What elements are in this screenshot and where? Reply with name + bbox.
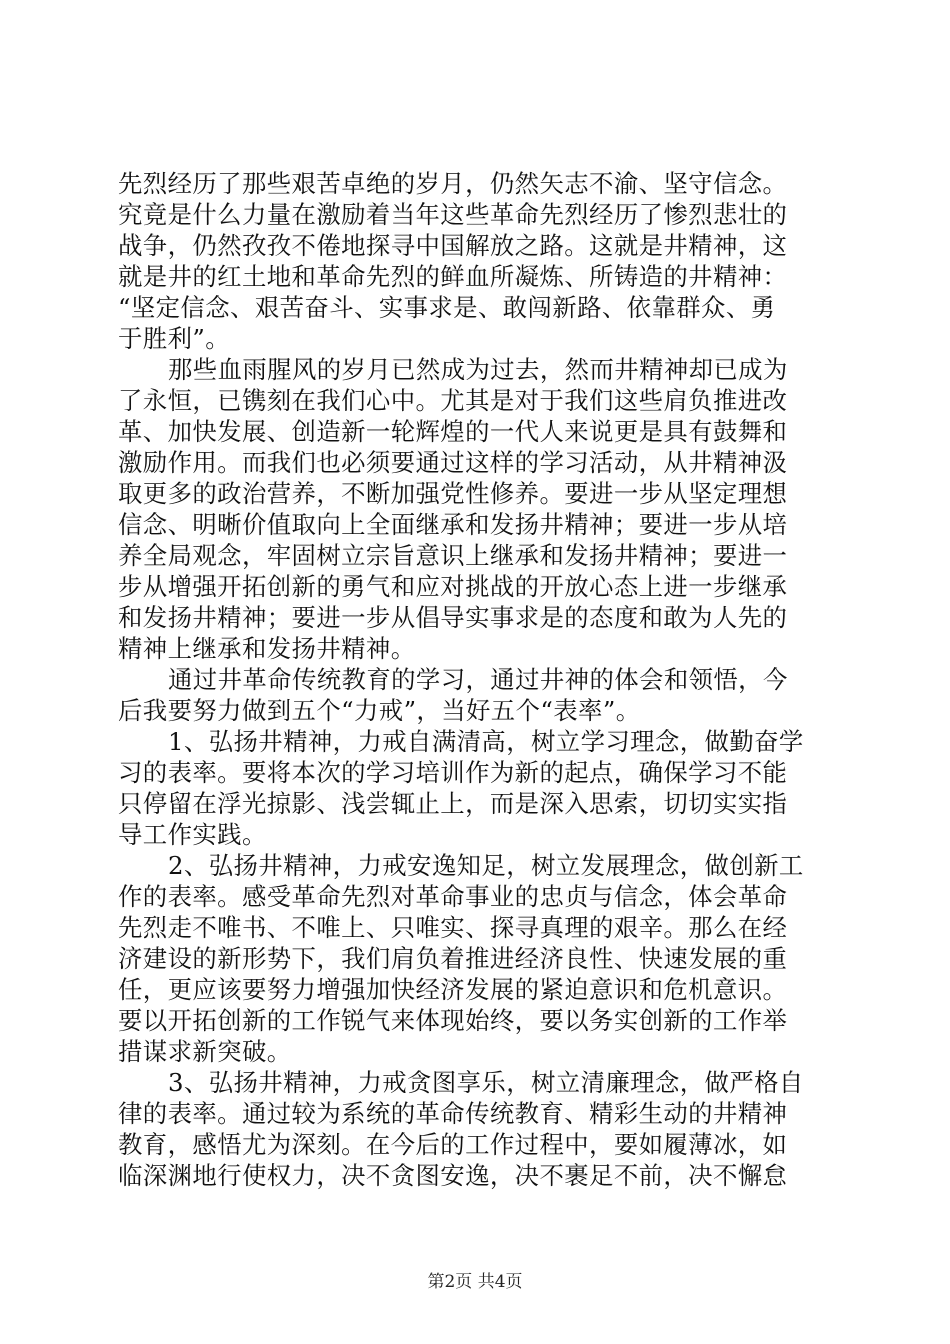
- text-line: 措谋求新突破。: [118, 1037, 292, 1066]
- text-line: 后我要努力做到五个“力戒”，当好五个“表率”。: [118, 696, 641, 725]
- text-line: 习的表率。要将本次的学习培训作为新的起点，确保学习不能: [118, 758, 788, 787]
- text-line: 和发扬井精神；要进一步从倡导实事求是的态度和敢为人先的: [118, 603, 788, 632]
- text-line: 就是井的红土地和革命先烈的鲜血所凝炼、所铸造的井精神：: [118, 262, 788, 291]
- text-line: 导工作实践。: [118, 820, 267, 849]
- text-line: 济建设的新形势下，我们肩负着推进经济良性、快速发展的重: [118, 944, 788, 973]
- text-line: 革、加快发展、创造新一轮辉煌的一代人来说更是具有鼓舞和: [118, 417, 788, 446]
- text-line: 作的表率。感受革命先烈对革命事业的忠贞与信念，体会革命: [118, 882, 788, 911]
- page-footer: 第2页 共4页: [427, 1272, 523, 1292]
- text-line: 2、弘扬井精神，力戒安逸知足，树立发展理念，做创新工: [168, 851, 804, 880]
- text-line: 临深渊地行使权力，决不贪图安逸，决不裹足不前，决不懈怠: [118, 1161, 788, 1190]
- text-line: 战争，仍然孜孜不倦地探寻中国解放之路。这就是井精神，这: [118, 231, 788, 260]
- text-line: 于胜利”。: [118, 324, 231, 353]
- document-body: [118, 168, 838, 1191]
- text-line: 律的表率。通过较为系统的革命传统教育、精彩生动的井精神: [118, 1099, 788, 1128]
- text-line: 只停留在浮光掠影、浅尝辄止上，而是深入思索，切切实实指: [118, 789, 788, 818]
- text-line: 1、弘扬井精神，力戒自满清高，树立学习理念，做勤奋学: [168, 727, 804, 756]
- text-line: 了永恒，已镌刻在我们心中。尤其是对于我们这些肩负推进改: [118, 386, 788, 415]
- text-line: 任，更应该要努力增强加快经济发展的紧迫意识和危机意识。: [118, 975, 788, 1004]
- text-line: 3、弘扬井精神，力戒贪图享乐，树立清廉理念，做严格自: [168, 1068, 804, 1097]
- text-line: 养全局观念，牢固树立宗旨意识上继承和发扬井精神；要进一: [118, 541, 788, 570]
- text-line: 通过井革命传统教育的学习，通过井神的体会和领悟，今: [168, 665, 788, 694]
- text-line: 信念、明晰价值取向上全面继承和发扬井精神；要进一步从培: [118, 510, 788, 539]
- text-line: 步从增强开拓创新的勇气和应对挑战的开放心态上进一步继承: [118, 572, 788, 601]
- text-line: 那些血雨腥风的岁月已然成为过去，然而井精神却已成为: [168, 355, 788, 384]
- text-line: 究竟是什么力量在激励着当年这些革命先烈经历了惨烈悲壮的: [118, 200, 788, 229]
- text-line: 精神上继承和发扬井精神。: [118, 634, 416, 663]
- text-line: 要以开拓创新的工作锐气来体现始终，要以务实创新的工作举: [118, 1006, 788, 1035]
- text-line: 取更多的政治营养，不断加强党性修养。要进一步从坚定理想: [118, 479, 788, 508]
- text-line: 教育，感悟尤为深刻。在今后的工作过程中，要如履薄冰，如: [118, 1130, 788, 1159]
- text-line: 激励作用。而我们也必须要通过这样的学习活动，从井精神汲: [118, 448, 788, 477]
- text-line: “坚定信念、艰苦奋斗、实事求是、敢闯新路、依靠群众、勇: [118, 293, 776, 322]
- text-line: 先烈经历了那些艰苦卓绝的岁月，仍然矢志不渝、坚守信念。: [118, 169, 788, 198]
- text-line: 先烈走不唯书、不唯上、只唯实、探寻真理的艰辛。那么在经: [118, 913, 788, 942]
